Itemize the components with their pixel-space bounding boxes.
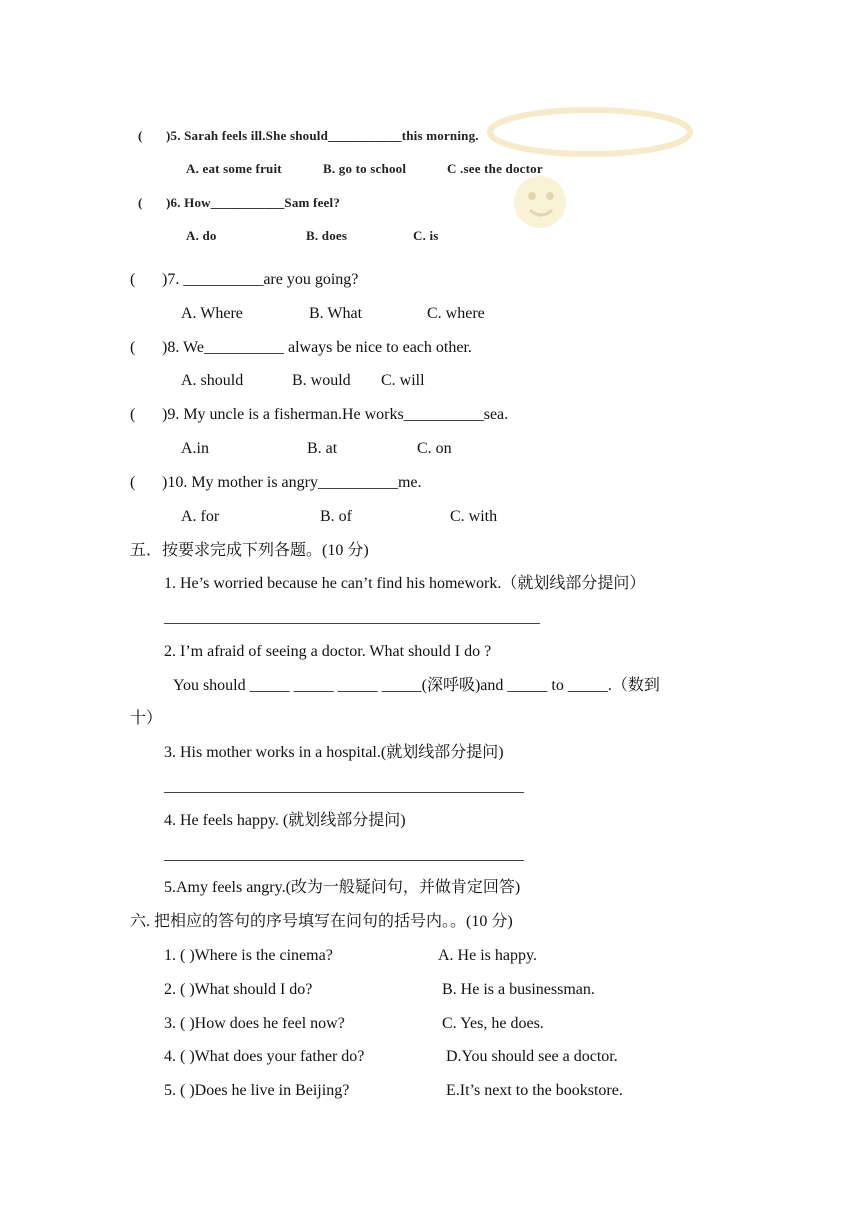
section5-item2-answer[interactable]: You should _____ _____ _____ _____(深呼吸)and _____ to _____.（数到 [173, 677, 660, 694]
q6-option-c: C. is [413, 228, 439, 243]
q10-paren[interactable]: ( [130, 474, 136, 491]
match-question-3[interactable]: 3. ( )How does he feel now? [164, 1015, 345, 1032]
section5-item2: 2. I’m afraid of seeing a doctor. What should I do ? [164, 643, 492, 660]
match-question-1[interactable]: 1. ( )Where is the cinema? [164, 947, 333, 964]
section5-heading: 五．按要求完成下列各题。(10 分) [130, 542, 369, 559]
section6-heading: 六. 把相应的答句的序号填写在问句的括号内。。(10 分) [130, 913, 513, 930]
section5-item1-answer-line[interactable]: _______________________________________________ [164, 609, 540, 626]
match-answer-e: E.It’s next to the bookstore. [446, 1082, 623, 1099]
match-question-2[interactable]: 2. ( )What should I do? [164, 981, 313, 998]
q7-option-c: C. where [427, 305, 485, 322]
q5-option-b: B. go to school [323, 161, 407, 176]
section5-item3: 3. His mother works in a hospital.(就划线部分提问) [164, 744, 504, 761]
match-question-4[interactable]: 4. ( )What does your father do? [164, 1048, 365, 1065]
q7-question: )7. __________are you going? [162, 271, 359, 288]
q8-paren[interactable]: ( [130, 339, 136, 356]
q5-option-c: C .see the doctor [447, 161, 543, 176]
match-answer-a: A. He is happy. [438, 947, 537, 964]
q9-paren[interactable]: ( [130, 406, 136, 423]
match-answer-d: D.You should see a doctor. [446, 1048, 618, 1065]
match-question-5[interactable]: 5. ( )Does he live in Beijing? [164, 1082, 350, 1099]
section5-item4-answer-line[interactable]: _____________________________________________ [164, 846, 524, 863]
q10-option-a: A. for [181, 508, 220, 525]
section5-item4: 4. He feels happy. (就划线部分提问) [164, 812, 406, 829]
q8-question: )8. We__________ always be nice to each other. [162, 339, 472, 356]
q9-option-a: A.in [181, 440, 209, 457]
q9-option-b: B. at [307, 440, 338, 457]
q9-option-c: C. on [417, 440, 452, 457]
section5-item1: 1. He’s worried because he can’t find his homework.（就划线部分提问） [164, 575, 646, 592]
q6-option-a: A. do [186, 228, 217, 243]
q6-question: )6. How___________Sam feel? [166, 195, 341, 210]
q10-option-c: C. with [450, 508, 498, 525]
q7-option-a: A. Where [181, 305, 243, 322]
match-answer-c: C. Yes, he does. [442, 1015, 544, 1032]
section5-item5: 5.Amy feels angry.(改为一般疑问句，并做肯定回答) [164, 879, 521, 896]
q7-paren[interactable]: ( [130, 271, 136, 288]
q5-question: )5. Sarah feels ill.She should___________this morning. [166, 128, 479, 143]
match-answer-b: B. He is a businessman. [442, 981, 595, 998]
q6-option-b: B. does [306, 228, 348, 243]
q8-option-c: C. will [381, 372, 425, 389]
q10-option-b: B. of [320, 508, 352, 525]
q10-question: )10. My mother is angry__________me. [162, 474, 422, 491]
q5-paren[interactable]: ( [138, 128, 143, 143]
q9-question: )9. My uncle is a fisherman.He works__________sea. [162, 406, 509, 423]
q7-option-b: B. What [309, 305, 363, 322]
section5-item2-continued: 十） [130, 710, 163, 727]
q8-option-b: B. would [292, 372, 351, 389]
q5-option-a: A. eat some fruit [186, 161, 282, 176]
q8-option-a: A. should [181, 372, 244, 389]
q6-paren[interactable]: ( [138, 195, 143, 210]
section5-item3-answer-line[interactable]: _____________________________________________ [164, 778, 524, 795]
